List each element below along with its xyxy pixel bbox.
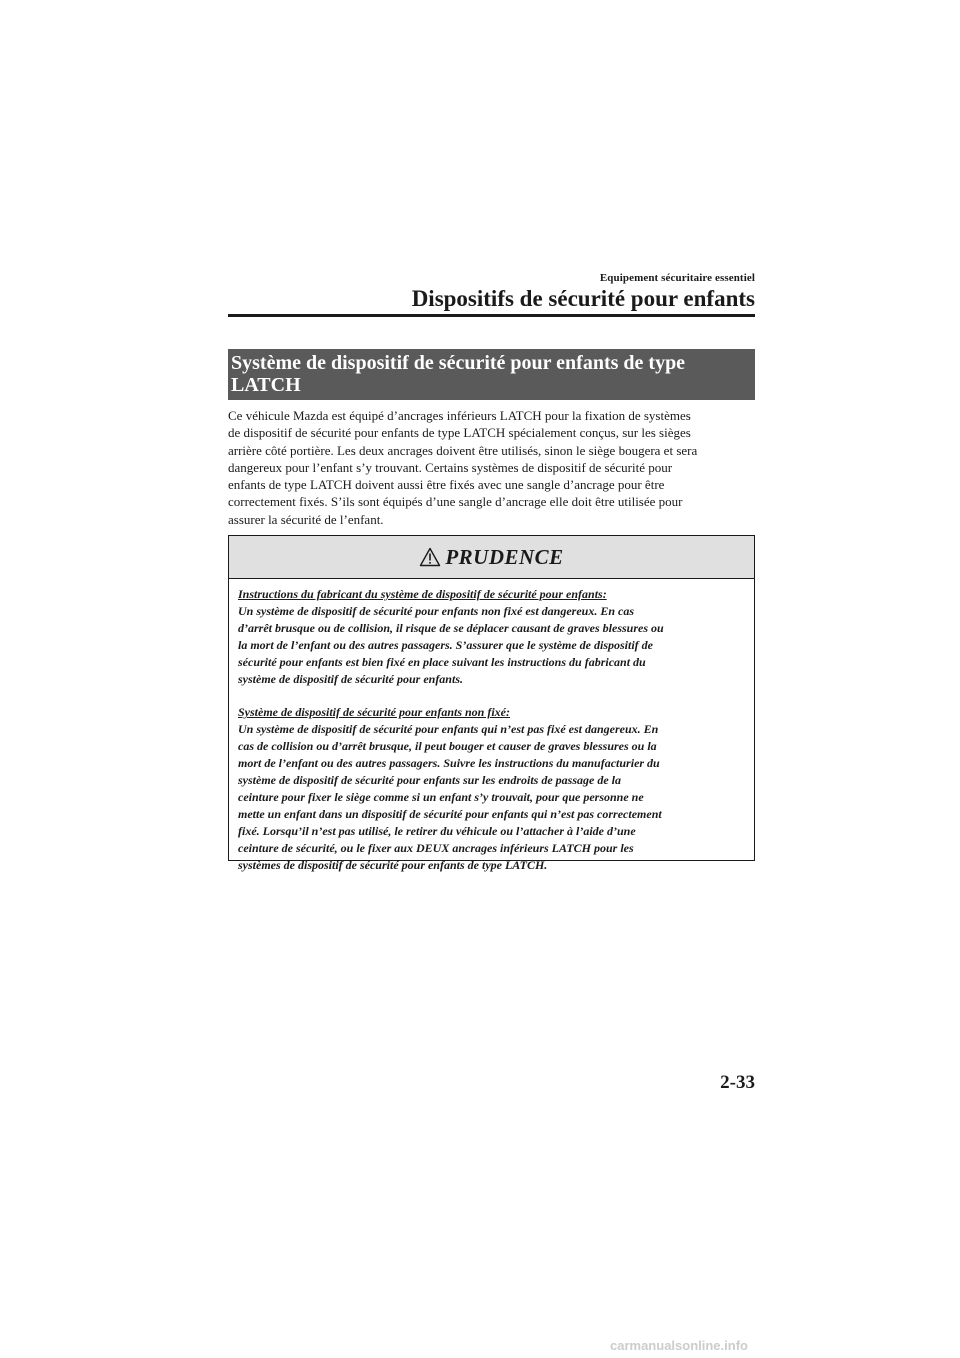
caution-line: systèmes de dispositif de sécurité pour enfants de type LATCH.: [238, 857, 548, 872]
intro-line: de dispositif de sécurité pour enfants de type LATCH spécialement conçus, sur les sièges: [228, 425, 691, 441]
intro-line: Ce véhicule Mazda est équipé d’ancrages inférieurs LATCH pour la fixation de systèmes: [228, 408, 691, 423]
caution-line: système de dispositif de sécurité pour enfants.: [238, 671, 463, 686]
section-heading-line-1: Système de dispositif de sécurité pour enfants de type: [231, 352, 686, 374]
caution-line: ceinture pour fixer le siège comme si un enfant s’y trouvait, pour que personne ne: [238, 789, 644, 804]
page-number: 2-33: [720, 1072, 755, 1093]
caution-line: mort de l’enfant ou des autres passagers. Suivre les instructions du manufacturier du: [238, 756, 660, 771]
watermark: carmanualsonline.info: [610, 1338, 748, 1353]
caution-line: cas de collision ou d’arrêt brusque, il peut bouger et causer de graves blessures ou la: [238, 739, 657, 754]
caution-header: [229, 536, 754, 579]
header-divider: [228, 314, 755, 317]
intro-line: dangereux pour l’enfant s’y trouvant. Certains systèmes de dispositif de sécurité pour: [228, 459, 673, 475]
section-heading-line-2: LATCH: [231, 374, 301, 396]
intro-paragraph: [228, 407, 758, 528]
caution-box: [228, 535, 755, 872]
intro-line: enfants de type LATCH doivent aussi être fixés avec une sangle d’ancrage pour être: [228, 477, 665, 493]
caution-line: ceinture de sécurité, ou le fixer aux DEUX ancrages inférieurs LATCH pour les: [238, 840, 634, 855]
caution-line: système de dispositif de sécurité pour enfants sur les endroits de passage de la: [238, 773, 621, 788]
caution-line: la mort de l’enfant ou des autres passagers. S’assurer que le système de dispositif de: [238, 637, 654, 652]
paragraph-spacer: [238, 687, 746, 704]
warning-triangle-icon: [419, 547, 441, 567]
caution-line: Un système de dispositif de sécurité pour enfants non fixé est dangereux. En cas: [238, 603, 635, 618]
caution-body: [229, 579, 754, 874]
caution-line: d’arrêt brusque ou de collision, il risque de se déplacer causant de graves blessures ou: [238, 620, 664, 635]
chapter-label: Equipement sécuritaire essentiel: [599, 272, 755, 284]
caution-subheading-2: Système de dispositif de sécurité pour enfants non fixé:: [238, 705, 510, 720]
caution-line: fixé. Lorsqu’il n’est pas utilisé, le retirer du véhicule ou l’attacher à l’aide d’une: [238, 823, 636, 838]
caution-subheading-1: Instructions du fabricant du système de dispositif de sécurité pour enfants:: [238, 587, 607, 601]
caution-line: Un système de dispositif de sécurité pour enfants qui n’est pas fixé est dangereux. En: [238, 722, 659, 737]
caution-title: PRUDENCE: [445, 544, 564, 569]
page-title: Dispositifs de sécurité pour enfants: [411, 286, 755, 311]
intro-line: correctement fixés. S’ils sont équipés d’une sangle d’ancrage elle doit être utilisée pour: [228, 494, 683, 510]
caution-line: mette un enfant dans un dispositif de sécurité pour enfants qui n’est pas correctement: [238, 806, 662, 821]
intro-line: assurer la sécurité de l’enfant.: [228, 511, 384, 527]
section-heading: [228, 349, 755, 400]
caution-line: sécurité pour enfants est bien fixé en place suivant les instructions du fabricant du: [238, 654, 646, 669]
intro-line: arrière côté portière. Les deux ancrages doivent être utilisés, sinon le siège bougera et sera: [228, 442, 698, 458]
